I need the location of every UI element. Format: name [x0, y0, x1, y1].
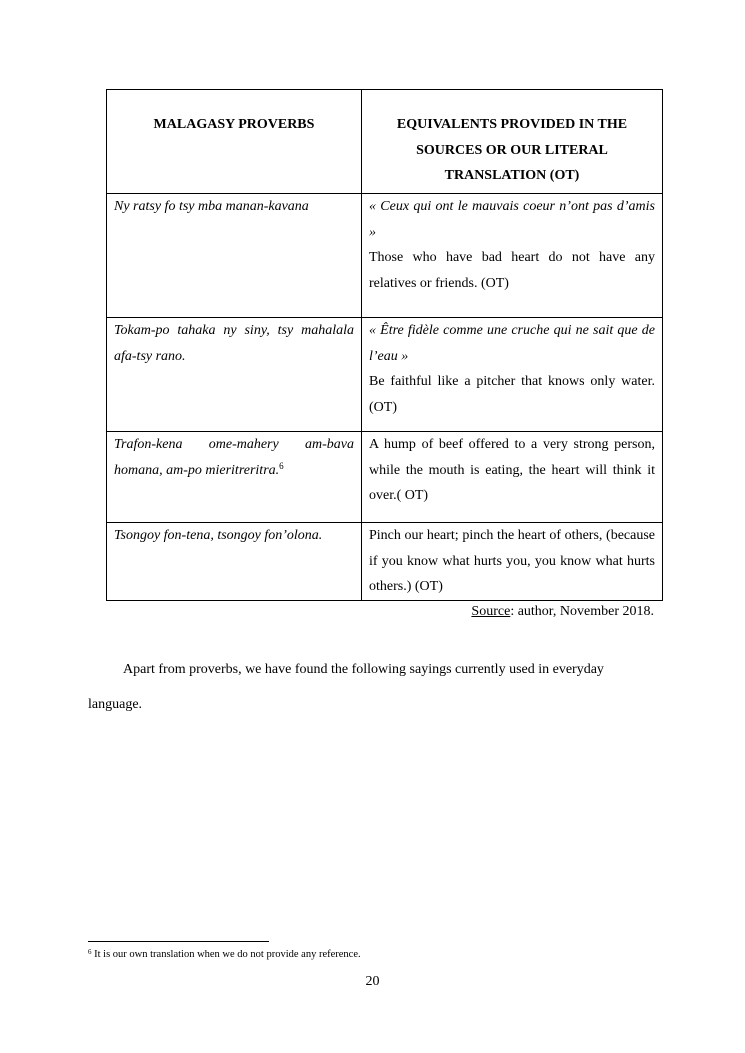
english-translation: A hump of beef offered to a very strong person, while the mouth is eating, the heart will think it over.( OT): [369, 437, 655, 503]
table-row: [107, 432, 663, 523]
proverb-cell: Tokam-po tahaka ny siny, tsy mahalala afa-tsy rano.: [107, 318, 362, 432]
proverb-cell: Tsongoy fon-tena, tsongoy fon’olona.: [107, 523, 362, 601]
table-row: [107, 523, 663, 601]
table-source: [362, 603, 654, 621]
footnote-reference[interactable]: 6: [279, 460, 284, 471]
table-header-row: [107, 90, 663, 194]
french-equivalent: « Ceux qui ont le mauvais coeur n’ont pas d’amis »: [369, 199, 655, 240]
footnote-separator: [88, 941, 269, 942]
french-equivalent: « Être fidèle comme une cruche qui ne sait que de l’eau »: [369, 323, 655, 364]
footnote-number: 6: [88, 948, 92, 956]
proverb-cell: Ny ratsy fo tsy mba manan-kavana: [107, 194, 362, 318]
footnote-text: It is our own translation when we do not provide any reference.: [91, 949, 361, 960]
body-paragraph: Apart from proverbs, we have found the following sayings currently used in everyday language.: [88, 662, 604, 712]
equivalent-cell: [362, 318, 663, 432]
english-translation: Be faithful like a pitcher that knows only water. (OT): [369, 374, 655, 415]
header-equivalents-line3: TRANSLATION (OT): [444, 168, 580, 183]
source-text: : author, November 2018.: [510, 604, 654, 619]
equivalent-cell: [362, 194, 663, 318]
english-translation: Pinch our heart; pinch the heart of others, (because if you know what hurts you, you know what hurts others.) (OT): [369, 528, 655, 594]
proverbs-table: [106, 89, 663, 601]
header-equivalents-line1: EQUIVALENTS PROVIDED IN THE: [396, 117, 628, 132]
equivalent-cell: [362, 432, 663, 523]
header-malagasy-proverbs: MALAGASY PROVERBS: [107, 90, 362, 194]
footnote: [88, 948, 361, 962]
table-row: [107, 318, 663, 432]
header-equivalents: [362, 90, 663, 194]
english-translation: Those who have bad heart do not have any relatives or friends. (OT): [369, 250, 655, 291]
equivalent-cell: [362, 523, 663, 601]
proverb-text: Trafon-kena ome-mahery am-bava homana, am-po mieritreritra.: [114, 437, 354, 478]
page-number: 20: [365, 974, 380, 989]
table-row: [107, 194, 663, 318]
proverb-cell: [107, 432, 362, 523]
source-label: Source: [471, 604, 511, 619]
header-equivalents-line2: SOURCES OR OUR LITERAL: [416, 142, 608, 158]
